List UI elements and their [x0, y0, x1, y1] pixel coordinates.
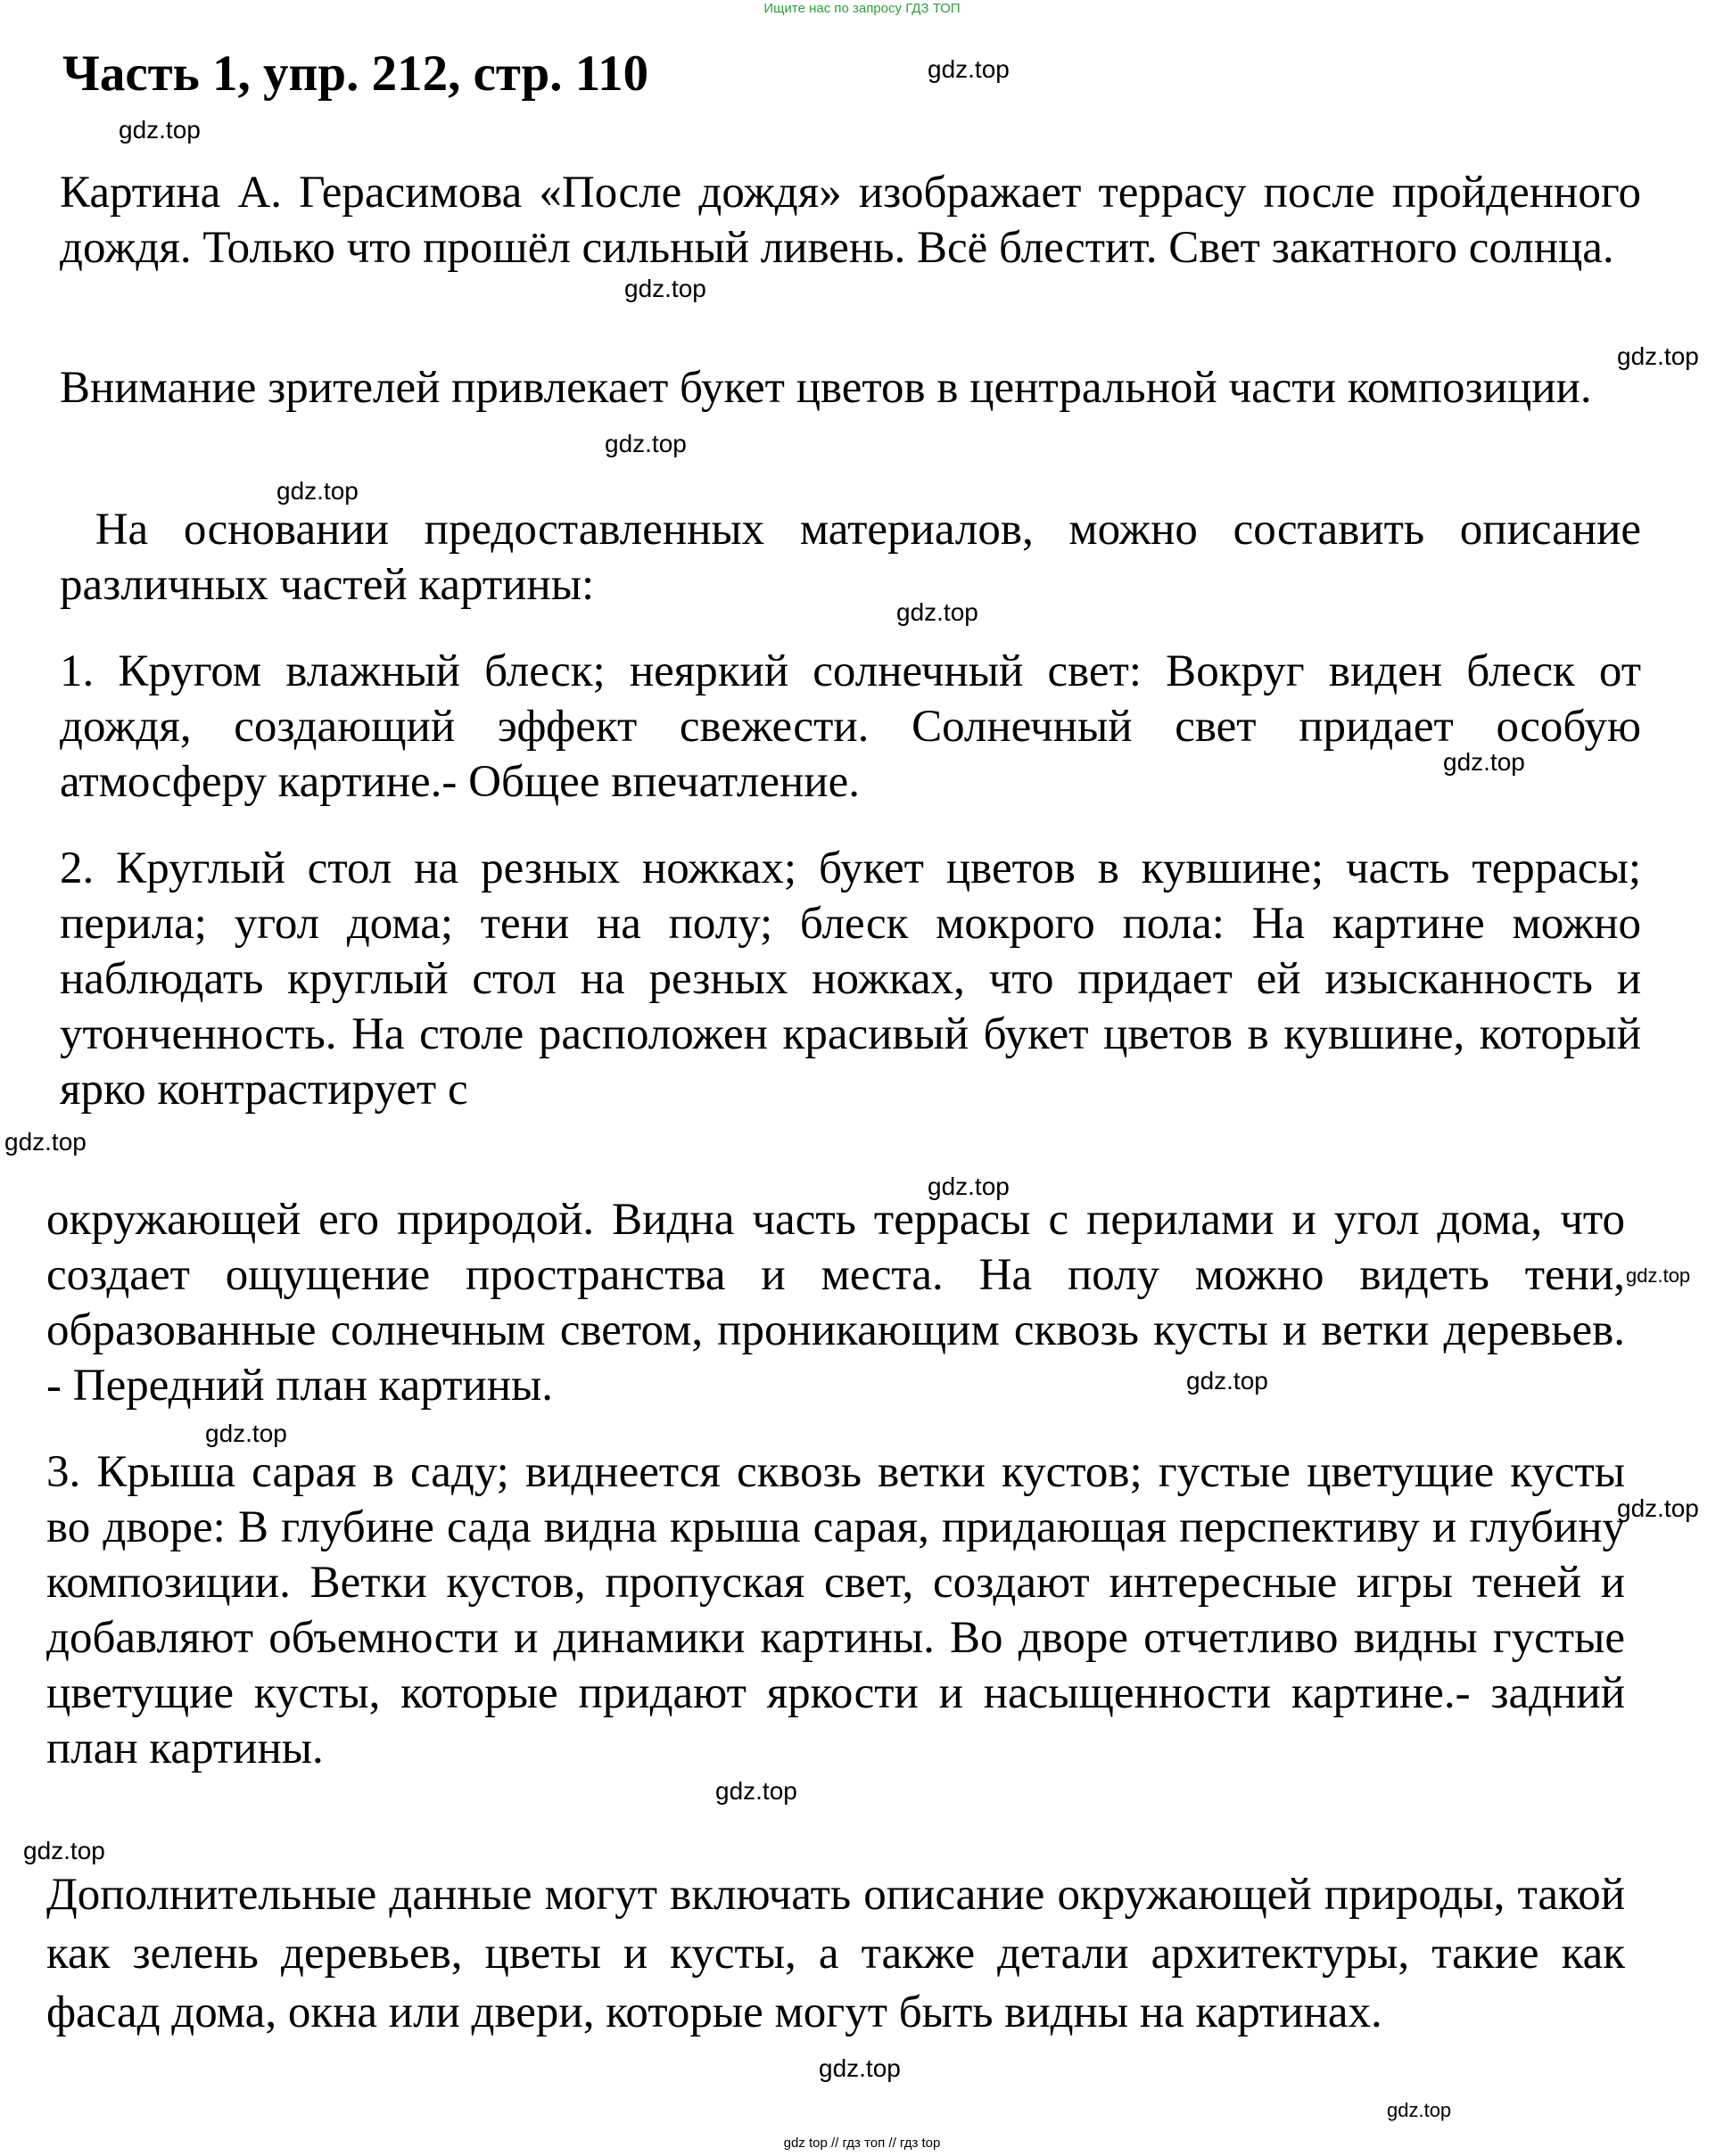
paragraph-4: 1. Кругом влажный блеск; неяркий солнечный свет: Вокруг виден блеск от дождя, создающий эффект свежести. Солнечный свет придает особую атмосферу картине.- Общее впечатление.: [60, 646, 1641, 807]
watermark: gdz.top: [715, 1777, 797, 1805]
top-banner: Ищите нас по запросу ГДЗ ТОП: [763, 1, 961, 16]
watermark: gdz.top: [896, 598, 978, 626]
watermark: gdz.top: [819, 2054, 901, 2082]
watermark: gdz.top: [1626, 1264, 1691, 1287]
paragraph-5: 2. Круглый стол на резных ножках; букет цветов в кувшине; часть террасы; перила; угол дома; тени на полу; блеск мокрого пола: На картине можно наблюдать круглый стол на резных ножках, что придает ей изысканность и утонченность. На столе расположен красивый букет цветов в кувшине, который ярко контрастирует с: [60, 843, 1641, 1115]
paragraph-6: окружающей его природой. Видна часть террасы с перилами и угол дома, что создает ощущение пространства и места. На полу можно видеть тени, образованные солнечным светом, проникающим сквозь кусты и ветки деревьев. - Передний план картины.: [46, 1195, 1625, 1411]
watermark: gdz.top: [928, 1173, 1010, 1200]
watermark: gdz.top: [1186, 1367, 1268, 1395]
page-title: Часть 1, упр. 212, стр. 110: [62, 45, 649, 102]
paragraph-2: Внимание зрителей привлекает букет цветов в центральной части композиции.: [60, 363, 1592, 413]
footer-links: gdz top // гдз топ // гдз top: [783, 2135, 941, 2151]
watermark: gdz.top: [205, 1420, 287, 1447]
watermark: gdz.top: [119, 116, 201, 144]
watermark: gdz.top: [605, 430, 687, 457]
watermark: gdz.top: [1617, 1494, 1699, 1522]
watermark: gdz.top: [1387, 2099, 1452, 2121]
watermark: gdz.top: [23, 1837, 105, 1864]
paragraph-7: 3. Крыша сарая в саду; виднеется сквозь ветки кустов; густые цветущие кусты во дворе: В глубине сада видна крыша сарая, придающая перспективу и глубину композиции. Ветки кустов, пропуская свет, создают интересные игры теней и добавляют объемности и динамики картины. Во дворе отчетливо видны густые цветущие кусты, которые придают яркости и насыщенности картине.- задний план картины.: [46, 1447, 1625, 1773]
paragraph-8: Дополнительные данные могут включать описание окружающей природы, такой как зелень деревьев, цветы и кусты, а также детали архитектуры, такие как фасад дома, окна или двери, которые могут быть видны на картинах.: [46, 1870, 1625, 2037]
watermark: gdz.top: [1617, 342, 1699, 370]
watermark: gdz.top: [928, 55, 1010, 83]
paragraph-3: На основании предоставленных материалов, можно составить описание различных частей картины:: [60, 505, 1653, 610]
watermark: gdz.top: [4, 1128, 87, 1156]
paragraph-1: Картина А. Герасимова «После дождя» изображает террасу после пройденного дождя. Только что прошёл сильный ливень. Всё блестит. Свет закатного солнца.: [60, 168, 1641, 273]
watermark: gdz.top: [1443, 748, 1525, 776]
watermark: gdz.top: [276, 477, 359, 505]
watermark: gdz.top: [624, 275, 706, 302]
